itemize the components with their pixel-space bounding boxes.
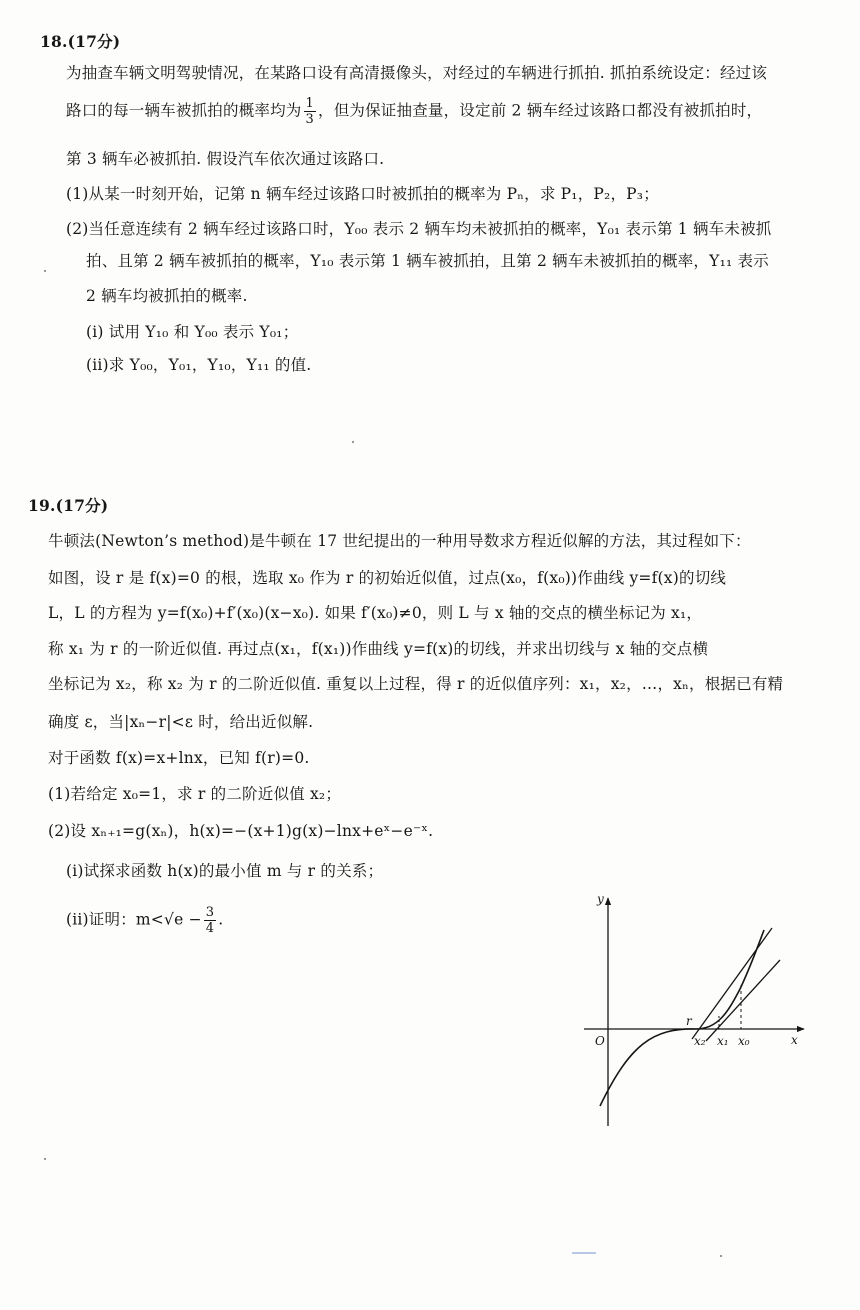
q18-header: 18.(17分) <box>40 32 121 51</box>
scan-speck <box>352 441 354 443</box>
scan-speck <box>44 1158 46 1160</box>
q19-part-2-ii-a: (ii)证明：m<√e − <box>66 910 202 929</box>
q18-line-1: 为抽查车辆文明驾驶情况，在某路口设有高清摄像头，对经过的车辆进行抓拍. 抓拍系统设定：经过该 <box>66 64 768 82</box>
scan-speck <box>44 270 46 272</box>
q19-line-2: 如图，设 r 是 f(x)=0 的根，选取 x₀ 作为 r 的初始近似值，过点(x₀，f(x₀))作曲线 y=f(x)的切线 <box>48 569 727 587</box>
fraction-numerator: 3 <box>205 905 215 920</box>
scan-speck <box>720 1255 722 1257</box>
q19-header: 19.(17分) <box>28 496 109 515</box>
q18-part-2-ii: (ii)求 Y₀₀，Y₀₁，Y₁₀，Y₁₁ 的值. <box>86 356 312 374</box>
x-axis-label: x <box>791 1033 798 1047</box>
q19-line-3: L，L 的方程为 y=f(x₀)+f′(x₀)(x−x₀). 如果 f′(x₀)≠0，则 L 与 x 轴的交点的横坐标记为 x₁， <box>48 604 703 622</box>
q19-line-5: 坐标记为 x₂，称 x₂ 为 r 的二阶近似值. 重复以上过程，得 r 的近似值序列：x₁，x₂，…，xₙ，根据已有精 <box>48 675 784 693</box>
q18-part-1: (1)从某一时刻开始，记第 n 辆车经过该路口时被抓拍的概率为 Pₙ，求 P₁，P₂，P₃； <box>66 185 659 203</box>
q19-line-7: 对于函数 f(x)=x+lnx，已知 f(r)=0. <box>48 749 310 767</box>
fraction-denominator: 3 <box>305 112 314 127</box>
fraction-denominator: 4 <box>205 921 215 936</box>
x2-label: x₂ <box>694 1034 706 1048</box>
curve-y-equals-f-of-x <box>600 930 764 1106</box>
q18-line-2-b: ，但为保证抽查量，设定前 2 辆车经过该路口都没有被抓拍时， <box>318 101 763 120</box>
x0-label: x₀ <box>738 1034 750 1048</box>
q18-line-2-a: 路口的每一辆车被抓拍的概率均为 <box>66 101 302 120</box>
three-quarters-fraction <box>204 906 216 935</box>
x1-label: x₁ <box>717 1034 729 1048</box>
q19-part-2-ii-b: . <box>218 910 224 929</box>
q19-part-2: (2)设 xₙ₊₁=g(xₙ)，h(x)=−(x+1)g(x)−lnx+eˣ−e⁻ˣ. <box>48 822 434 840</box>
q19-line-1: 牛顿法(Newton’s method)是牛顿在 17 世纪提出的一种用导数求方程近似解的方法，其过程如下： <box>48 532 751 550</box>
q19-part-2-i: (i)试探求函数 h(x)的最小值 m 与 r 的关系； <box>66 862 384 880</box>
q18-line-3: 第 3 辆车必被抓拍. 假设汽车依次通过该路口. <box>66 150 385 168</box>
origin-label: O <box>595 1034 605 1048</box>
tangent-line-at-x0 <box>692 928 772 1039</box>
y-axis-label: y <box>597 894 604 906</box>
fraction-numerator: 1 <box>305 96 314 111</box>
q19-part-2-ii <box>66 906 223 935</box>
scan-mark <box>572 1252 596 1254</box>
q19-part-1: (1)若给定 x₀=1，求 r 的二阶近似值 x₂； <box>48 785 342 803</box>
q18-part-2-line-1: (2)当任意连续有 2 辆车经过该路口时，Y₀₀ 表示 2 辆车均未被抓拍的概率，Y₀₁ 表示第 1 辆车未被抓 <box>66 220 772 238</box>
root-r-label: r <box>686 1014 692 1028</box>
q18-part-2-line-3: 2 辆车均被抓拍的概率. <box>86 287 248 305</box>
q18-part-2-line-2: 拍、且第 2 辆车被抓拍的概率，Y₁₀ 表示第 1 辆车被抓拍，且第 2 辆车未被抓拍的概率，Y₁₁ 表示 <box>86 252 769 270</box>
q18-part-2-i: (i) 试用 Y₁₀ 和 Y₀₀ 表示 Y₀₁； <box>86 323 299 341</box>
q18-line-2 <box>66 97 762 126</box>
q19-line-4: 称 x₁ 为 r 的一阶近似值. 再过点(x₁，f(x₁))作曲线 y=f(x)的切线，并求出切线与 x 轴的交点横 <box>48 640 709 658</box>
q19-line-6: 确度 ε，当|xₙ−r|<ε 时，给出近似解. <box>48 713 314 731</box>
newton-method-figure <box>578 894 810 1134</box>
probability-fraction <box>304 97 316 126</box>
